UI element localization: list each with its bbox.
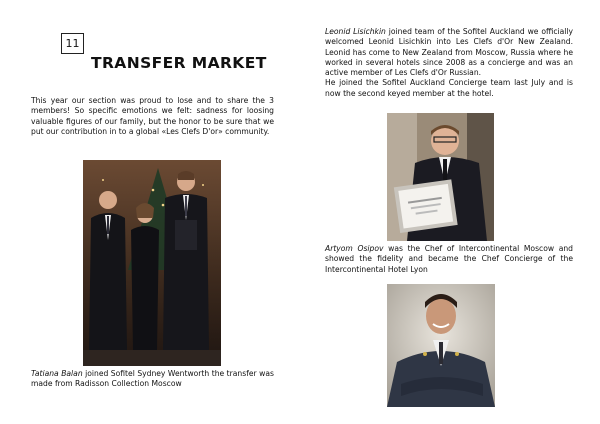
group-photo-illustration xyxy=(83,160,221,366)
page-title: TRANSFER MARKET xyxy=(91,54,267,72)
certificate-photo-illustration xyxy=(387,113,494,241)
leonid-entry xyxy=(325,27,573,99)
portrait-photo xyxy=(387,284,495,407)
group-photo xyxy=(83,160,221,366)
artyom-entry-text: was the Chef of Intercontinental Moscow and showed the fidelity and became the Chef Concierge of the Intercontinental Hotel Lyon xyxy=(325,244,574,274)
certificate-photo xyxy=(387,113,494,241)
tatiana-caption-text: joined Sofitel Sydney Wentworth the transfer was made from Radisson Collection Moscow xyxy=(31,369,274,389)
page-number-box: 11 xyxy=(61,33,84,54)
tatiana-caption xyxy=(31,369,274,390)
tatiana-name: Tatiana Balan xyxy=(31,369,83,378)
artyom-name: Artyom Osipov xyxy=(325,244,384,253)
intro-paragraph: This year our section was proud to lose and to share the 3 members! So specific emotions we felt: sadness for loosing valuable figures of our family, but the honor to be sure that we put our contribution in to a global «Les Clefs D'or» community. xyxy=(31,96,274,136)
portrait-photo-illustration xyxy=(387,284,495,407)
leonid-name: Leonid Lisichkin xyxy=(325,27,386,36)
leonid-entry-text-2: He joined the Sofitel Auckland Concierge team last July and is now the second keyed member at the hotel. xyxy=(325,78,573,98)
leonid-entry-text: joined team of the Sofitel Auckland we officially welcomed Leonid Lisichkin into Les Clefs d'Or New Zealand. Leonid has come to New Zealand from Moscow, Russia where he worked in several hotels since 2008 as a concierge and was an active member of Les Clefs d'Or Russian. xyxy=(325,27,573,78)
artyom-entry xyxy=(325,244,573,275)
